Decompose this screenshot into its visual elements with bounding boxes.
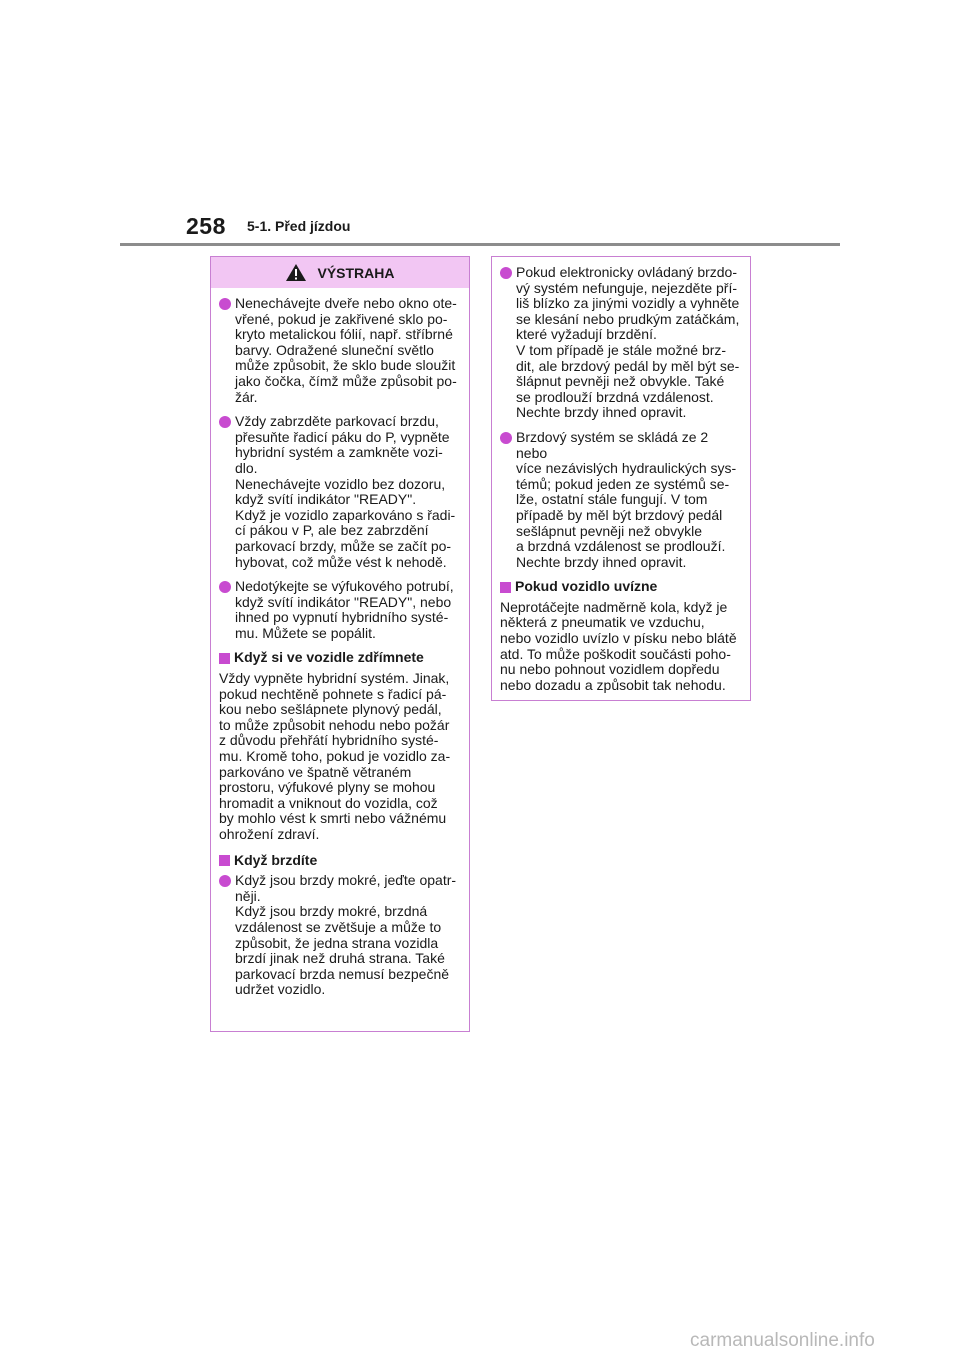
subsection-heading-text: Když brzdíte [234,851,318,868]
item-text: Když jsou brzdy mokré, jeďte opatr- něji. Když jsou brzdy mokré, brzdná vzdálenost se zvětšuje a může to způsobit, že jedna strana vozidla brzdí jinak než druhá strana. Také parkovací brzda nemusí bezpečně udržet vozidlo. [235,872,457,998]
item-text: Brzdový systém se skládá ze 2 nebo více nezávislých hydraulických sys- témů; pokud jeden ze systémů se- lže, ostatní stále fungují. V tom případě by měl být brzdový pedál sešlápnut pevněji než obvykle a brzdná vzdálenost se prodlouží. Nechte brzdy ihned opravit. [516,428,737,570]
subsection-heading [500,579,742,595]
warning-header [211,257,469,288]
circle-bullet-icon [219,875,231,887]
circle-bullet-icon [219,416,231,428]
warning-box-right [491,256,751,701]
subsection-heading-text: Pokud vozidlo uvízne [515,578,658,595]
subsection-heading [219,650,461,666]
item-text: Nedotýkejte se výfukového potrubí, když svítí indikátor "READY", nebo ihned po vypnutí hybridního systé- mu. Můžete se popálit. [235,578,454,641]
circle-bullet-icon [500,432,512,444]
page-number: 258 [186,213,226,239]
circle-bullet-icon [500,267,512,279]
warning-box-left [210,256,470,1032]
subsection-heading-text: Když si ve vozidle zdřímnete [234,649,424,666]
header-divider [120,243,840,246]
list-item [500,265,742,421]
item-text: Nenechávejte dveře nebo okno ote- vřené, pokud je zakřivené sklo po- kryto metalickou fólií, např. stříbrné barvy. Odražené sluneční světlo může způsobit, že sklo bude sloužit jako čočka, čímž může způsobit po- žár. [235,295,457,405]
warning-triangle-icon [285,263,307,282]
warning-title: VÝSTRAHA [317,264,395,281]
list-item [219,579,461,641]
paragraph: Vždy vypněte hybridní systém. Jinak, pokud nechtěně pohnete s řadicí pá- kou nebo sešlápnete plynový pedál, to může způsobit nehodu nebo požár z důvodu přehřátí hybridního systé- mu. Kromě toho, pokud je vozidlo za- parkováno ve špatně větraném prostoru, výfukové plyny se mohou hromadit a vniknout do vozidla, což by mohlo vést k smrti nebo vážnému ohrožení zdraví. [219,670,451,842]
subsection-heading [219,853,461,869]
section-title: 5-1. Před jízdou [247,218,351,234]
list-item [219,414,461,570]
list-item [219,296,461,405]
item-text: Pokud elektronicky ovládaný brzdo- vý systém nefunguje, nejezděte pří- liš blízko za jinými vozidly a vyhněte se klesání nebo prudkým zatáčkám, které vyžadují brzdění. V tom případě je stále možné brz- dit, ale brzdový pedál by měl být se- šlápnut pevněji než obvykle. Také se prodlouží brzdná vzdálenost. Nechte brzdy ihned opravit. [516,264,740,421]
square-bullet-icon [500,582,511,593]
circle-bullet-icon [219,298,231,310]
square-bullet-icon [219,855,230,866]
watermark: carmanualsonline.info [690,1330,875,1351]
item-text: Vždy zabrzděte parkovací brzdu, přesuňte řadicí páku do P, vypněte hybridní systém a zamkněte vozi- dlo. Nenechávejte vozidlo bez dozoru, když svítí indikátor "READY". Když je vozidlo zaparkováno s řadi- cí pákou v P, ale bez zabrzdění parkovací brzdy, může se začít po- hybovat, což může vést k nehodě. [235,413,456,570]
paragraph: Neprotáčejte nadměrně kola, když je některá z pneumatik ve vzduchu, nebo vozidlo uvízlo v písku nebo blátě atd. To může poškodit součásti poho- nu nebo pohnout vozidlem dopředu nebo dozadu a způsobit tak nehodu. [500,598,737,693]
list-item [500,430,742,570]
square-bullet-icon [219,653,230,664]
circle-bullet-icon [219,581,231,593]
list-item [219,873,461,998]
